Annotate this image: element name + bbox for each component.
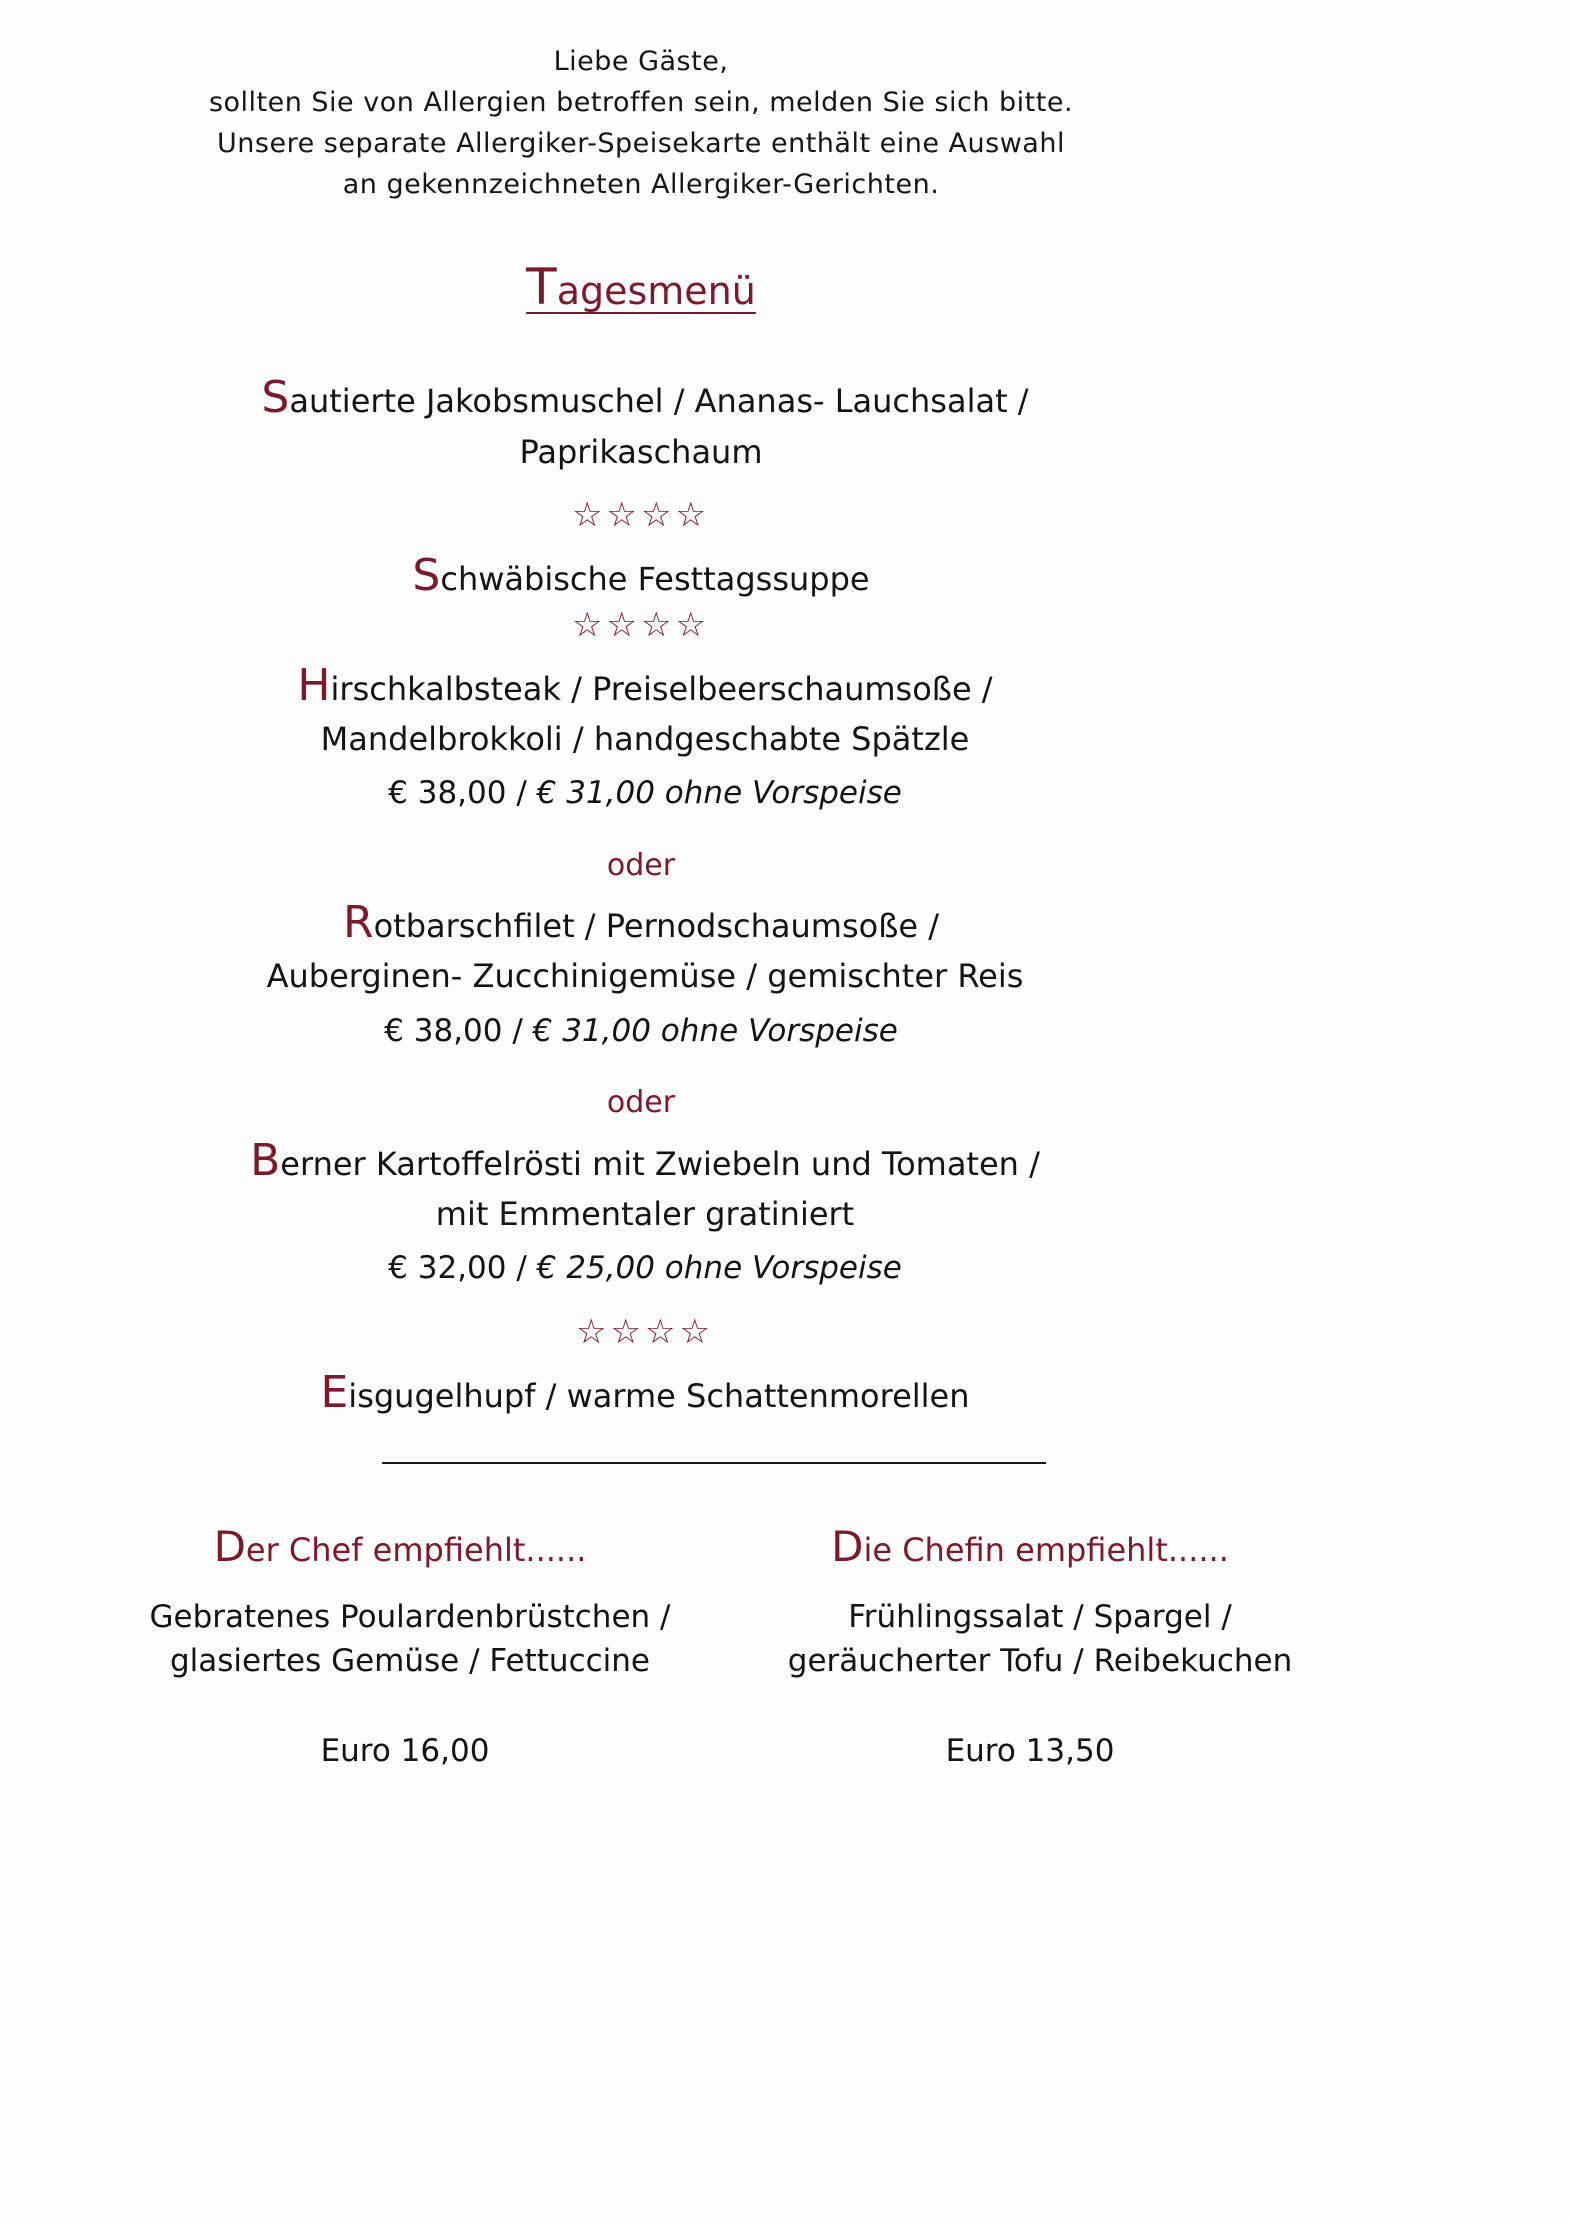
notice-greeting: Liebe Gäste, xyxy=(553,46,729,77)
chef-recommendation xyxy=(100,1522,720,1769)
dessert-line xyxy=(0,1367,1430,1418)
soup-line xyxy=(0,550,1426,601)
main2-line-1 xyxy=(0,897,1426,948)
main3-text: erner Kartoffelrösti mit Zwiebeln und Tomaten / xyxy=(280,1145,1040,1183)
dessert-initial: E xyxy=(320,1367,349,1418)
main1-initial: H xyxy=(297,660,331,711)
main3-line-1 xyxy=(0,1135,1430,1186)
starter-initial: S xyxy=(261,372,290,423)
oder-2: oder xyxy=(606,1085,676,1120)
main3-price xyxy=(0,1250,1430,1286)
chef-heading xyxy=(80,1522,720,1571)
main3-price-full: € 32,00 / xyxy=(388,1250,527,1286)
menu-title-initial: T xyxy=(526,258,557,316)
starter-line-1 xyxy=(0,372,1430,423)
chefin-dish-line-1: Frühlingssalat / Spargel / xyxy=(848,1599,1232,1635)
chefin-heading-initial: D xyxy=(831,1522,864,1571)
main1-text: irschkalbsteak / Preiselbeerschaumsoße / xyxy=(330,670,993,708)
notice-line-1: sollten Sie von Allergien betroffen sein, melden Sie sich bitte. xyxy=(208,87,1074,118)
chef-dish-line-2: glasiertes Gemüse / Fettuccine xyxy=(169,1643,650,1679)
star-separator-1: ☆☆☆☆ xyxy=(572,495,710,535)
chefin-recommendation xyxy=(730,1522,1350,1769)
menu-title-rest: agesmenü xyxy=(556,269,756,313)
star-separator-3: ☆☆☆☆ xyxy=(576,1312,714,1352)
main2-text: otbarschfilet / Pernodschaumsoße / xyxy=(373,907,939,945)
main2-price-full: € 38,00 / xyxy=(384,1013,523,1049)
star-separator-2: ☆☆☆☆ xyxy=(572,605,710,645)
chefin-dish-line-2: geräucherter Tofu / Reibekuchen xyxy=(787,1643,1293,1679)
section-divider xyxy=(382,1462,1046,1464)
chefin-price: Euro 13,50 xyxy=(945,1733,1115,1769)
main2-price xyxy=(0,1013,1426,1049)
main2-line-2: Auberginen- Zucchinigemüse / gemischter Reis xyxy=(266,957,1024,995)
chef-dish-line-1: Gebratenes Poulardenbrüstchen / xyxy=(149,1599,671,1635)
chefin-heading-text: ie Chefin empfiehlt...... xyxy=(863,1531,1229,1569)
menu-title xyxy=(0,258,1426,316)
main1-line-1 xyxy=(0,660,1430,711)
starter-line-2: Paprikaschaum xyxy=(519,433,763,471)
chef-heading-text: er Chef empfiehlt...... xyxy=(245,1531,587,1569)
starter-text: autierte Jakobsmuschel / Ananas- Lauchsalat / xyxy=(289,382,1029,420)
notice-line-2: Unsere separate Allergiker-Speisekarte enthält eine Auswahl xyxy=(217,128,1065,159)
main1-price-alt: € 31,00 ohne Vorspeise xyxy=(536,775,902,811)
main1-line-2: Mandelbrokkoli / handgeschabte Spätzle xyxy=(320,720,970,758)
soup-initial: S xyxy=(412,550,441,601)
main2-initial: R xyxy=(343,897,374,948)
main3-initial: B xyxy=(250,1135,281,1186)
main2-price-alt: € 31,00 ohne Vorspeise xyxy=(532,1013,898,1049)
main1-price xyxy=(0,775,1430,811)
chef-heading-initial: D xyxy=(213,1522,246,1571)
main3-price-alt: € 25,00 ohne Vorspeise xyxy=(536,1250,902,1286)
main1-price-full: € 38,00 / xyxy=(388,775,527,811)
dessert-text: isgugelhupf / warme Schattenmorellen xyxy=(348,1377,970,1415)
chef-price: Euro 16,00 xyxy=(320,1733,490,1769)
main3-line-2: mit Emmentaler gratiniert xyxy=(435,1195,855,1233)
soup-text: chwäbische Festtagssuppe xyxy=(440,560,870,598)
chefin-heading xyxy=(710,1522,1350,1571)
oder-1: oder xyxy=(606,848,676,883)
notice-line-3: an gekennzeichneten Allergiker-Gerichten. xyxy=(342,169,940,200)
